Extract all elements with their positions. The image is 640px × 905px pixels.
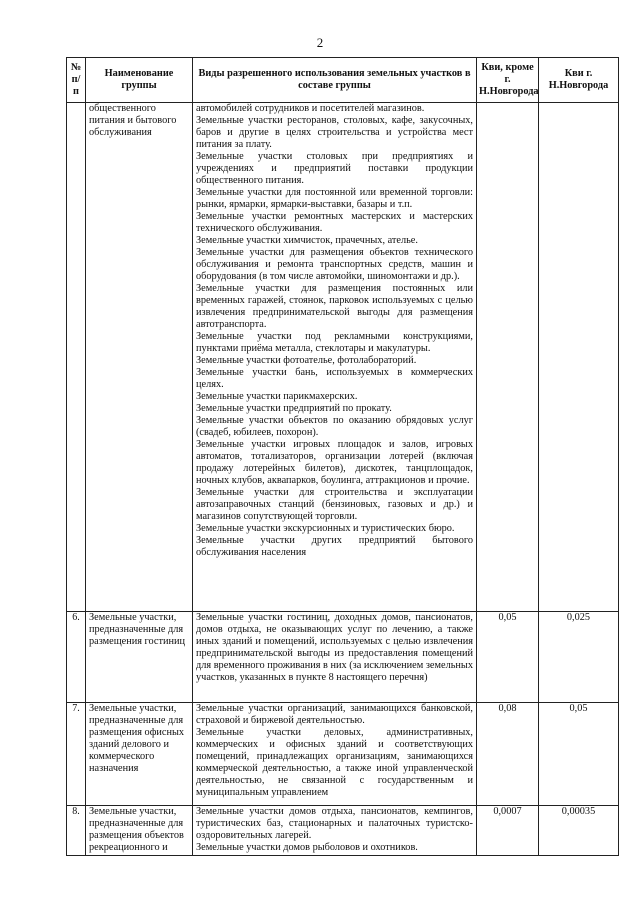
use-item: Земельные участки фотоателье, фотолабораторий. bbox=[196, 355, 417, 366]
table-row bbox=[67, 703, 619, 806]
row-k1: 0,08 bbox=[477, 703, 539, 806]
use-item: автомобилей сотрудников и посетителей магазинов. bbox=[196, 103, 425, 114]
header-uses: Виды разрешенного использования земельных участков в составе группы bbox=[193, 58, 477, 103]
row-k2 bbox=[539, 103, 619, 612]
use-item: Земельные участки столовых при предприятиях и учреждениях и предприятий поставки продукции общественного питания. bbox=[196, 151, 473, 186]
row-k1: 0,05 bbox=[477, 612, 539, 703]
row-num bbox=[67, 103, 86, 612]
use-item: Земельные участки парикмахерских. bbox=[196, 391, 358, 402]
use-item: Земельные участки ресторанов, столовых, кафе, закусочных, баров и другие в целях строительства и устройства мест питания за плату. bbox=[196, 115, 473, 150]
use-item: Земельные участки гостиниц, доходных домов, пансионатов, домов отдыха, не оказывающих услуг по лечению, а также иных зданий и помещений, используемых с целью извлечения предпринимательской выгоды из предоставления помещений для временного проживания в них (за исключением земельных участков, указанных в пункте 8 настоящего перечня) bbox=[196, 612, 473, 683]
row-num: 8. bbox=[67, 806, 86, 856]
row-k1: 0,0007 bbox=[477, 806, 539, 856]
header-k2: Кви г. Н.Новгорода bbox=[539, 58, 619, 103]
row-k2: 0,025 bbox=[539, 612, 619, 703]
use-item: Земельные участки химчисток, прачечных, ателье. bbox=[196, 235, 418, 246]
table-row bbox=[67, 103, 619, 612]
row-uses bbox=[193, 703, 477, 806]
use-item: Земельные участки для строительства и эксплуатации автозаправочных станций (бензиновых, газовых и др.) и магазинов сопутствующей торговли. bbox=[196, 487, 473, 522]
page-number: 2 bbox=[316, 35, 324, 50]
land-use-table bbox=[66, 57, 619, 856]
table-row bbox=[67, 806, 619, 856]
use-item: Земельные участки для размещения объектов технического обслуживания и ремонта транспортных средств, машин и оборудования (в том числе автомойки, шиномонтажи и др.). bbox=[196, 247, 473, 282]
use-item: Земельные участки домов рыболовов и охотников. bbox=[196, 842, 418, 853]
table-row bbox=[67, 612, 619, 703]
header-num: № п/п bbox=[67, 58, 86, 103]
row-group: Земельные участки, предназначенные для размещения гостиниц bbox=[86, 612, 193, 703]
use-item: Земельные участки бань, используемых в коммерческих целях. bbox=[196, 367, 473, 390]
row-group: Земельные участки, предназначенные для размещения объектов рекреационного и bbox=[86, 806, 193, 856]
row-group: Земельные участки, предназначенные для размещения офисных зданий делового и коммерческого назначения bbox=[86, 703, 193, 806]
row-k1 bbox=[477, 103, 539, 612]
use-item: Земельные участки для постоянной или временной торговли: рынки, ярмарки, ярмарки-выставки, базары и т.п. bbox=[196, 187, 473, 210]
use-item: Земельные участки объектов по оказанию обрядовых услуг (свадеб, юбилеев, похорон). bbox=[196, 415, 473, 438]
use-item: Земельные участки ремонтных мастерских и мастерских технического обслуживания. bbox=[196, 211, 473, 234]
row-uses bbox=[193, 103, 477, 612]
row-uses bbox=[193, 806, 477, 856]
row-group: общественного питания и бытового обслуживания bbox=[86, 103, 193, 612]
use-item: Земельные участки деловых, административных, коммерческих и офисных зданий и соответствующих помещений, принадлежащих организациям, занимающихся коммерческой деятельностью, а также иной управленческой деятельностью, не связанной с государственным и муниципальным управлением bbox=[196, 727, 473, 798]
row-uses bbox=[193, 612, 477, 703]
header-k1: Кви, кроме г. Н.Новгорода bbox=[477, 58, 539, 103]
use-item: Земельные участки под рекламными конструкциями, пунктами приёма металла, стеклотары и макулатуры. bbox=[196, 331, 473, 354]
row-k2: 0,05 bbox=[539, 703, 619, 806]
use-item: Земельные участки домов отдыха, пансионатов, кемпингов, туристических баз, стационарных и палаточных туристско-оздоровительных лагерей. bbox=[196, 806, 473, 841]
use-item: Земельные участки экскурсионных и туристических бюро. bbox=[196, 523, 455, 534]
use-item: Земельные участки игровых площадок и залов, игровых автоматов, тотализаторов, организации лотерей (включая продажу лотерейных билетов), дискотек, танцплощадок, ночных клубов, аквапарков, боулинга, аттракционов и прочие. bbox=[196, 439, 473, 486]
header-group: Наименование группы bbox=[86, 58, 193, 103]
use-item: Земельные участки для размещения постоянных или временных гаражей, стоянок, парковок используемых с целью извлечения предпринимательской выгоды для размещения автотранспорта. bbox=[196, 283, 473, 330]
table-header-row bbox=[67, 58, 619, 103]
use-item: Земельные участки других предприятий бытового обслуживания населения bbox=[196, 535, 473, 558]
row-num: 7. bbox=[67, 703, 86, 806]
row-k2: 0,00035 bbox=[539, 806, 619, 856]
use-item: Земельные участки предприятий по прокату. bbox=[196, 403, 392, 414]
row-num: 6. bbox=[67, 612, 86, 703]
use-item: Земельные участки организаций, занимающихся банковской, страховой и биржевой деятельностью. bbox=[196, 703, 473, 726]
